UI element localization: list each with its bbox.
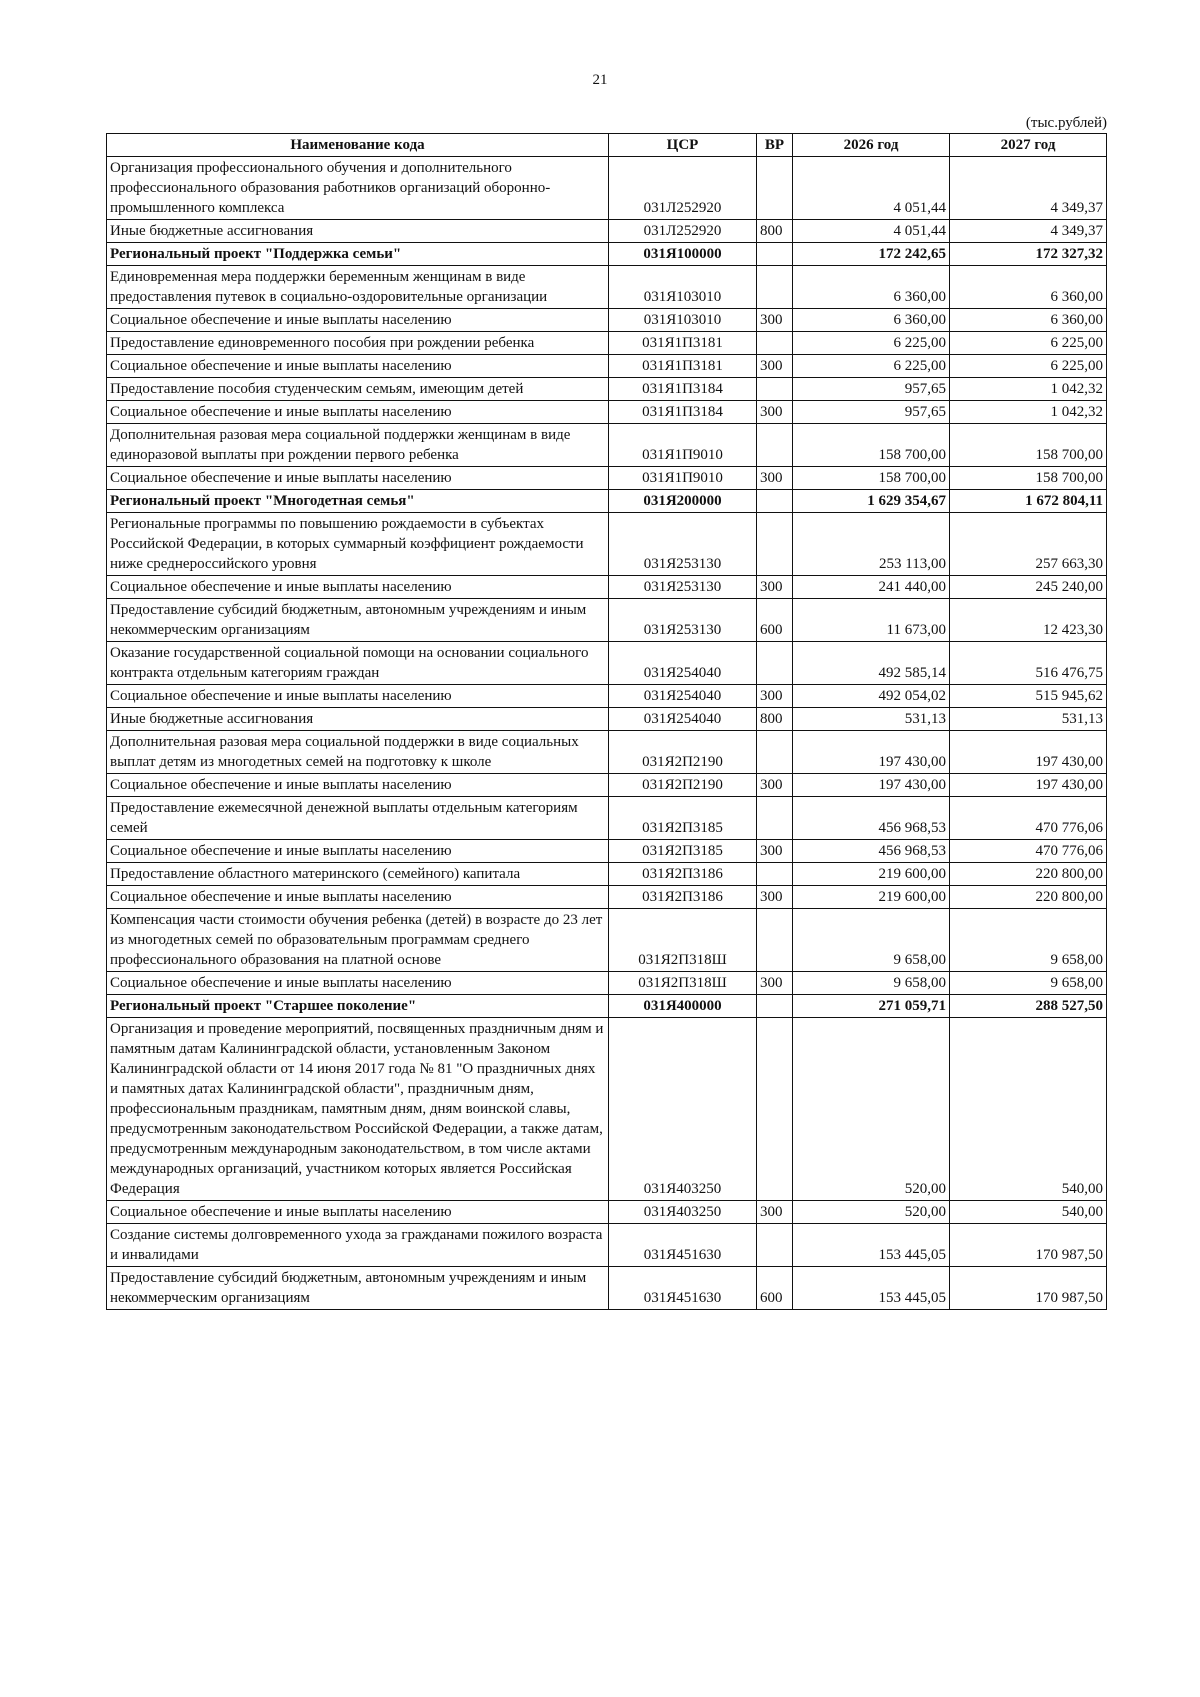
cell-2026: 11 673,00 [793,599,950,642]
table-header-row [107,134,1107,157]
cell-2027: 158 700,00 [950,424,1107,467]
cell-2026: 9 658,00 [793,909,950,972]
cell-name: Дополнительная разовая мера социальной поддержки в виде социальных выплат детям из многодетных семей на подготовку к школе [107,731,609,774]
cell-2026: 520,00 [793,1201,950,1224]
cell-csr: 031Я2П3186 [609,863,757,886]
cell-vr [757,424,793,467]
table-row [107,1201,1107,1224]
cell-2027: 288 527,50 [950,995,1107,1018]
cell-2026: 153 445,05 [793,1224,950,1267]
cell-csr: 031Я403250 [609,1018,757,1201]
table-row [107,840,1107,863]
cell-vr: 300 [757,467,793,490]
cell-vr: 300 [757,576,793,599]
table-row [107,863,1107,886]
table-row-project [107,995,1107,1018]
cell-csr: 031Я253130 [609,576,757,599]
cell-vr [757,513,793,576]
cell-vr [757,731,793,774]
table-body [107,157,1107,1310]
cell-2027: 4 349,37 [950,220,1107,243]
cell-name: Социальное обеспечение и иные выплаты населению [107,467,609,490]
cell-2026: 253 113,00 [793,513,950,576]
cell-2027: 9 658,00 [950,909,1107,972]
cell-vr [757,1224,793,1267]
table-row [107,576,1107,599]
cell-2026: 158 700,00 [793,424,950,467]
cell-2026: 197 430,00 [793,774,950,797]
cell-csr: 031Я1П3181 [609,355,757,378]
page-number: 21 [592,72,608,88]
cell-2027: 158 700,00 [950,467,1107,490]
header-2026: 2026 год [793,134,950,157]
cell-name: Предоставление областного материнского (семейного) капитала [107,863,609,886]
cell-2026: 158 700,00 [793,467,950,490]
cell-name: Организация профессионального обучения и дополнительного профессионального образования работников организаций оборонно-промышленного комплекса [107,157,609,220]
table-row [107,220,1107,243]
cell-csr: 031Я451630 [609,1224,757,1267]
cell-vr [757,266,793,309]
cell-2027: 516 476,75 [950,642,1107,685]
cell-name: Компенсация части стоимости обучения ребенка (детей) в возрасте до 23 лет из многодетных семей по образовательным программам среднего профессионального образования на платной основе [107,909,609,972]
cell-2026: 271 059,71 [793,995,950,1018]
cell-name: Предоставление единовременного пособия при рождении ребенка [107,332,609,355]
cell-2026: 153 445,05 [793,1267,950,1310]
cell-csr: 031Я403250 [609,1201,757,1224]
cell-name: Социальное обеспечение и иные выплаты населению [107,401,609,424]
cell-csr: 031Я2П2190 [609,731,757,774]
cell-name: Региональный проект "Поддержка семьи" [107,243,609,266]
cell-name: Предоставление субсидий бюджетным, автономным учреждениям и иным некоммерческим организациям [107,1267,609,1310]
cell-csr: 031Я2П2190 [609,774,757,797]
cell-name: Единовременная мера поддержки беременным женщинам в виде предоставления путевок в социально-оздоровительные организации [107,266,609,309]
cell-name: Региональный проект "Многодетная семья" [107,490,609,513]
cell-csr: 031Я103010 [609,309,757,332]
cell-csr: 031Я100000 [609,243,757,266]
table-row [107,157,1107,220]
cell-2026: 4 051,44 [793,157,950,220]
cell-vr [757,863,793,886]
table-row [107,467,1107,490]
cell-csr: 031Я1П9010 [609,467,757,490]
cell-2027: 220 800,00 [950,863,1107,886]
table-row [107,1267,1107,1310]
cell-2026: 172 242,65 [793,243,950,266]
cell-name: Создание системы долговременного ухода за гражданами пожилого возраста и инвалидами [107,1224,609,1267]
cell-vr [757,995,793,1018]
cell-name: Региональный проект "Старшее поколение" [107,995,609,1018]
cell-csr: 031Л252920 [609,157,757,220]
cell-2026: 6 225,00 [793,332,950,355]
cell-2026: 219 600,00 [793,863,950,886]
cell-csr: 031Я253130 [609,513,757,576]
cell-2027: 12 423,30 [950,599,1107,642]
cell-2026: 241 440,00 [793,576,950,599]
table-row [107,642,1107,685]
table-row [107,378,1107,401]
cell-csr: 031Я1П3184 [609,378,757,401]
table-row [107,513,1107,576]
cell-vr: 300 [757,685,793,708]
cell-vr: 300 [757,972,793,995]
table-row [107,886,1107,909]
cell-csr: 031Я254040 [609,708,757,731]
cell-name: Организация и проведение мероприятий, посвященных праздничным дням и памятным датам Калининградской области, установленным Законом Калининградской области от 14 июня 2017 года № 81 "О праздничных днях и памятных датах Калининградской области", праздничным дням, профессиональным праздникам, памятным дням, дням воинской славы, предусмотренным законодательством Российской Федерации, а также датам, предусмотренным международным законодательством, в том числе актами международных организаций, участником которых является Российская Федерация [107,1018,609,1201]
cell-2026: 4 051,44 [793,220,950,243]
cell-name: Предоставление ежемесячной денежной выплаты отдельным категориям семей [107,797,609,840]
cell-vr: 300 [757,1201,793,1224]
table-row [107,731,1107,774]
cell-vr [757,243,793,266]
cell-2027: 540,00 [950,1018,1107,1201]
cell-vr: 300 [757,355,793,378]
cell-name: Социальное обеспечение и иные выплаты населению [107,972,609,995]
cell-2027: 6 225,00 [950,355,1107,378]
cell-csr: 031Я1П9010 [609,424,757,467]
cell-vr: 600 [757,1267,793,1310]
cell-vr: 300 [757,401,793,424]
cell-csr: 031Л252920 [609,220,757,243]
table-row [107,599,1107,642]
cell-2027: 220 800,00 [950,886,1107,909]
cell-2027: 245 240,00 [950,576,1107,599]
table-row [107,332,1107,355]
header-2027: 2027 год [950,134,1107,157]
cell-2027: 197 430,00 [950,731,1107,774]
cell-2026: 1 629 354,67 [793,490,950,513]
table-row [107,909,1107,972]
cell-2027: 515 945,62 [950,685,1107,708]
cell-csr: 031Я254040 [609,685,757,708]
cell-2026: 531,13 [793,708,950,731]
cell-name: Социальное обеспечение и иные выплаты населению [107,576,609,599]
cell-vr [757,490,793,513]
cell-2027: 531,13 [950,708,1107,731]
cell-csr: 031Я254040 [609,642,757,685]
table-row [107,1018,1107,1201]
cell-vr [757,378,793,401]
table-row [107,1224,1107,1267]
header-name: Наименование кода [107,134,609,157]
cell-vr: 800 [757,708,793,731]
units-label: (тыс.рублей) [1025,115,1107,131]
cell-2026: 492 585,14 [793,642,950,685]
cell-name: Дополнительная разовая мера социальной поддержки женщинам в виде единоразовой выплаты при рождении первого ребенка [107,424,609,467]
cell-2026: 197 430,00 [793,731,950,774]
cell-name: Социальное обеспечение и иные выплаты населению [107,355,609,378]
cell-2027: 170 987,50 [950,1267,1107,1310]
cell-vr [757,797,793,840]
cell-vr: 600 [757,599,793,642]
cell-2026: 456 968,53 [793,840,950,863]
cell-2027: 170 987,50 [950,1224,1107,1267]
table-row [107,266,1107,309]
cell-name: Социальное обеспечение и иные выплаты населению [107,309,609,332]
cell-csr: 031Я2П3186 [609,886,757,909]
cell-csr: 031Я451630 [609,1267,757,1310]
cell-2027: 4 349,37 [950,157,1107,220]
cell-2026: 957,65 [793,401,950,424]
cell-csr: 031Я200000 [609,490,757,513]
cell-2027: 9 658,00 [950,972,1107,995]
cell-csr: 031Я2П3185 [609,797,757,840]
cell-name: Социальное обеспечение и иные выплаты населению [107,840,609,863]
table-row [107,401,1107,424]
header-vr: ВР [757,134,793,157]
cell-vr [757,157,793,220]
cell-csr: 031Я1П3184 [609,401,757,424]
cell-vr: 300 [757,774,793,797]
cell-2027: 1 042,32 [950,401,1107,424]
cell-vr: 300 [757,309,793,332]
cell-2026: 9 658,00 [793,972,950,995]
cell-name: Предоставление субсидий бюджетным, автономным учреждениям и иным некоммерческим организациям [107,599,609,642]
cell-2027: 470 776,06 [950,797,1107,840]
cell-2027: 197 430,00 [950,774,1107,797]
cell-2026: 957,65 [793,378,950,401]
cell-2027: 1 672 804,11 [950,490,1107,513]
cell-vr [757,1018,793,1201]
cell-vr [757,909,793,972]
cell-vr: 300 [757,840,793,863]
cell-csr: 031Я2П3185 [609,840,757,863]
table-row [107,972,1107,995]
cell-2026: 6 225,00 [793,355,950,378]
cell-2027: 172 327,32 [950,243,1107,266]
cell-vr: 800 [757,220,793,243]
cell-2026: 219 600,00 [793,886,950,909]
cell-2027: 1 042,32 [950,378,1107,401]
cell-2027: 6 360,00 [950,309,1107,332]
table-row [107,708,1107,731]
cell-vr [757,642,793,685]
table-row [107,774,1107,797]
header-csr: ЦСР [609,134,757,157]
cell-name: Социальное обеспечение и иные выплаты населению [107,774,609,797]
cell-2026: 492 054,02 [793,685,950,708]
cell-name: Социальное обеспечение и иные выплаты населению [107,685,609,708]
cell-csr: 031Я103010 [609,266,757,309]
cell-name: Иные бюджетные ассигнования [107,708,609,731]
cell-2027: 257 663,30 [950,513,1107,576]
cell-2026: 6 360,00 [793,309,950,332]
cell-name: Предоставление пособия студенческим семьям, имеющим детей [107,378,609,401]
cell-name: Социальное обеспечение и иные выплаты населению [107,1201,609,1224]
budget-table [106,133,1107,1310]
cell-2027: 540,00 [950,1201,1107,1224]
cell-2026: 520,00 [793,1018,950,1201]
cell-name: Иные бюджетные ассигнования [107,220,609,243]
table-row [107,309,1107,332]
cell-csr: 031Я400000 [609,995,757,1018]
table-row-project [107,243,1107,266]
cell-vr: 300 [757,886,793,909]
cell-2026: 456 968,53 [793,797,950,840]
cell-2026: 6 360,00 [793,266,950,309]
cell-csr: 031Я253130 [609,599,757,642]
cell-2027: 470 776,06 [950,840,1107,863]
cell-name: Оказание государственной социальной помощи на основании социального контракта отдельным категориям граждан [107,642,609,685]
table-row [107,797,1107,840]
table-row [107,685,1107,708]
cell-name: Региональные программы по повышению рождаемости в субъектах Российской Федерации, в которых суммарный коэффициент рождаемости ниже среднероссийского уровня [107,513,609,576]
cell-csr: 031Я1П3181 [609,332,757,355]
cell-name: Социальное обеспечение и иные выплаты населению [107,886,609,909]
table-row [107,355,1107,378]
cell-vr [757,332,793,355]
cell-2027: 6 225,00 [950,332,1107,355]
table-row-project [107,490,1107,513]
table-row [107,424,1107,467]
cell-2027: 6 360,00 [950,266,1107,309]
cell-csr: 031Я2П318Ш [609,972,757,995]
cell-csr: 031Я2П318Ш [609,909,757,972]
